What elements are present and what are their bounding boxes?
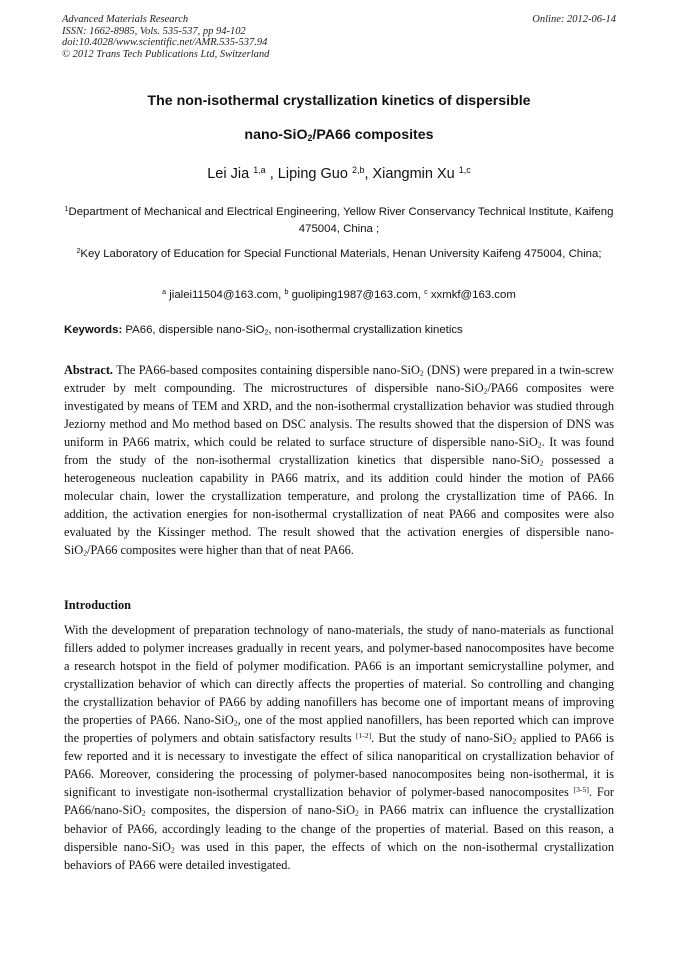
author-name: Liping Guo [277, 166, 348, 182]
author-name: Xiangmin Xu [372, 166, 455, 182]
author-affiliation-mark: 1,c [458, 165, 471, 176]
author-emails: $^a$ jialei11504@163.com, $^b$ guoliping1987@163.com, $^c$ xxmkf@163.com [162, 289, 516, 301]
running-header [62, 14, 616, 60]
affiliation-2: $^2$Key Laboratory of Education for Special Functional Materials, Henan University Kaifeng 475004, China; [76, 248, 602, 260]
keywords-label: Keywords: [64, 324, 123, 336]
keywords: Keywords: PA66, dispersible nano-SiO$_2$, non-isothermal crystallization kinetics [64, 324, 463, 337]
journal-name: Advanced Materials Research [62, 14, 189, 25]
author-list: Lei Jia $^{1,a}$ , Liping Guo $^{2,b}$, Xiangmin Xu $^{1,c}$ [207, 165, 471, 182]
citation-ref[interactable]: [1-2] [355, 731, 372, 741]
doi-line: doi:10.4028/www.scientific.net/AMR.535-537.94 [62, 37, 268, 48]
paper-title-line-1: The non-isothermal crystallization kinetics of dispersible [147, 93, 531, 109]
affiliation-1: $^1$Department of Mechanical and Electrical Engineering, Yellow River Conservancy Technical Institute, Kaifeng 475004, China ; [64, 206, 614, 235]
author-affiliation-mark: 2,b [351, 165, 365, 176]
citation-ref[interactable]: [3-5] [573, 785, 589, 795]
author-name: Lei Jia [207, 166, 250, 182]
abstract-label: Abstract. [64, 363, 114, 377]
online-date: Online: 2012-06-14 [532, 14, 616, 25]
email-link[interactable]: jialei11504@163.com, [169, 289, 282, 301]
email-link[interactable]: guoliping1987@163.com, [291, 289, 421, 301]
section-heading-introduction: Introduction [64, 598, 131, 612]
introduction-paragraph: With the development of preparation technology of nano-materials, the study of nano-materials as functional fillers added to polymer increases gradually in recent years, and polymer-based nanocomposites have become a research hotspot in the field of polymer modification. PA66 is an important semicrystalline polymer, and crystallization behavior of which can directly affects the properties of material. So controlling and changing the crystallization behavior of PA66 by adding nanofillers has become one of important means of improving the properties of PA66. Nano-SiO$_2$, one of the most applied nanofillers, has been reported which can improve the properties of polymers and obtain satisfactory results [1-2]. But the study of nano-SiO$_2$ applied to PA66 is few reported and it is necessary to investigate the effect of silica nanoparitical on crystallization behavior of PA66. Moreover, considering the processing of polymer-based nanocomposites being non-isothermal, it is significant to investigate non-isothermal crystallization behavior of polymer-based nanocomposites [3-5]. For PA66/nano-SiO$_2$ composites, the dispersion of nano-SiO$_2$ in PA66 matrix can influence the crystallization behavior of PA66, accordingly leading to the change of the properties of material. Based on this reason, a dispersible nano-SiO$_2$ was used in this paper, the effects of which on the non-isothermal crystallization behaviors of PA66 were detailed investigated. [64, 623, 614, 872]
paper-title-line-2: nano-SiO$_2$/PA66 composites [244, 127, 434, 143]
issn-line: ISSN: 1662-8985, Vols. 535-537, pp 94-102 [62, 25, 246, 37]
abstract-paragraph: Abstract. The PA66-based composites containing dispersible nano-SiO$_2$ (DNS) were prepared in a twin-screw extruder by melt compounding. The microstructures of dispersible nano-SiO$_2$/PA66 composites were investigated by means of TEM and XRD, and the non-isothermal crystallization behavior was studied through Jeziorny method and Mo method based on DSC analysis. The results showed that the dispersion of DNS was uniform in PA66 matrix, which could be related to surface structure of dispersible nano-SiO$_2$. It was found from the study of the non-isothermal crystallization kinetics that dispersible nano-SiO$_2$ possessed a heterogeneous nucleation capability in PA66 matrix, and its addition could hinder the motion of PA66 molecular chain, lower the crystallization temperature, and prolong the crystallization time of PA66. In addition, the activation energies for non-isothermal crystallization of neat PA66 and composites were also evaluated by the Kissinger method. The result showed that the activation energies of dispersible nano-SiO$_2$/PA66 composites were higher than that of neat PA66. [64, 363, 614, 558]
email-link[interactable]: xxmkf@163.com [430, 289, 516, 301]
copyright-line: © 2012 Trans Tech Publications Ltd, Switzerland [62, 48, 270, 60]
author-affiliation-mark: 1,a [253, 165, 266, 176]
